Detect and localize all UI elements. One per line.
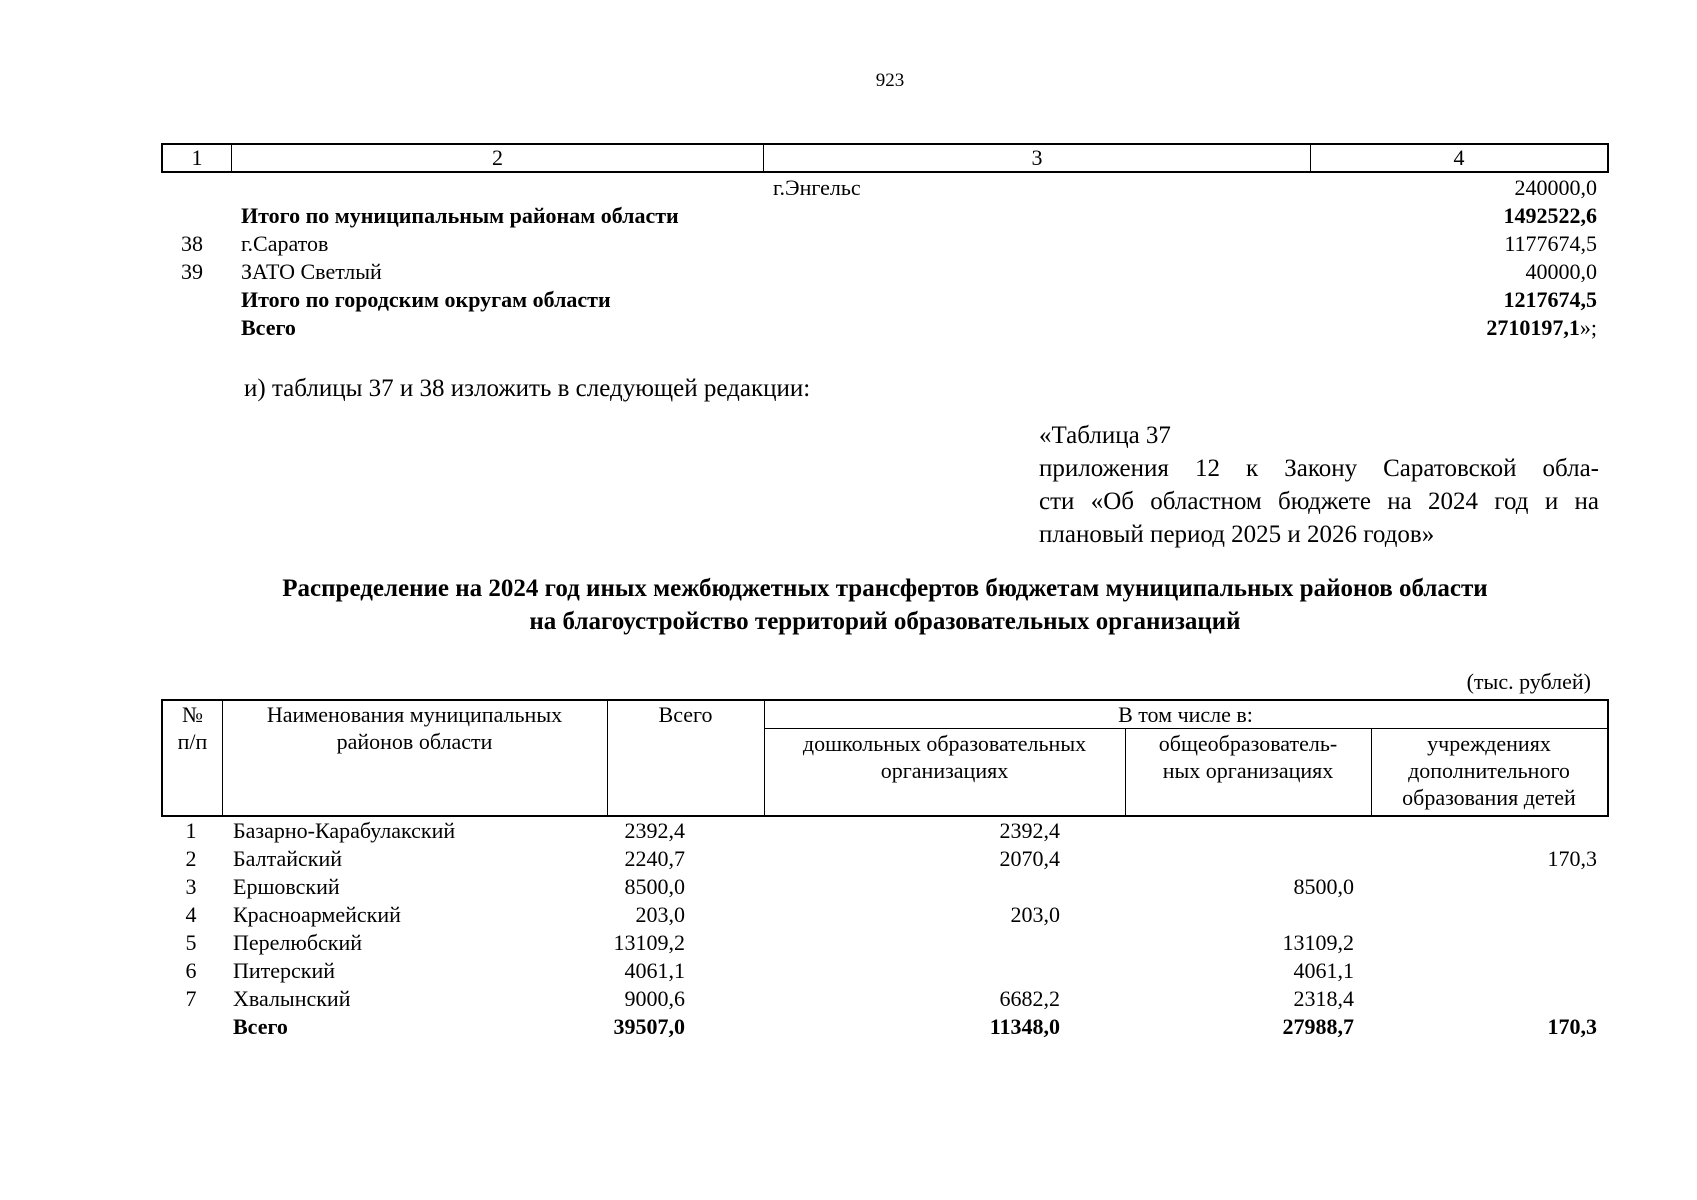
row-value-number: 1492522,6 xyxy=(1503,203,1597,228)
row-number: 6 xyxy=(185,958,197,983)
cell-preschool: 203,0 xyxy=(1010,902,1060,927)
table-row xyxy=(161,985,1609,1013)
row-number: 2 xyxy=(185,846,197,871)
row-name: Всего xyxy=(241,315,296,340)
row-name: Итого по городским округам области xyxy=(241,287,611,312)
top-header-col-2: 2 xyxy=(232,145,764,171)
cell-total: 2240,7 xyxy=(624,846,685,871)
top-table-row xyxy=(161,202,1609,230)
row-value xyxy=(1515,174,1598,202)
header-name: Наименования муниципальных районов области xyxy=(266,702,563,754)
header-including: В том числе в: xyxy=(1118,702,1253,727)
row-name: Питерский xyxy=(233,958,336,983)
top-header-col-4: 4 xyxy=(1453,145,1465,170)
units-label: (тыс. рублей) xyxy=(1466,669,1591,694)
table-note-line-1: «Таблица 37 xyxy=(1039,422,1171,449)
row-name: Всего xyxy=(233,1014,288,1039)
row-name: Итого по муниципальным районам области xyxy=(241,203,679,228)
row-value xyxy=(1486,314,1597,342)
row-name: г.Саратов xyxy=(241,231,329,256)
cell-total: 4061,1 xyxy=(624,958,685,983)
table-row xyxy=(161,873,1609,901)
row-number: 39 xyxy=(181,259,203,284)
intro-text: и) таблицы 37 и 38 изложить в следующей редакции: xyxy=(244,375,811,402)
table-row xyxy=(161,817,1609,845)
row-value-number: 1177674,5 xyxy=(1504,231,1597,256)
table-row xyxy=(161,845,1609,873)
table-note-line-4: плановый период 2025 и 2026 годов» xyxy=(1039,521,1435,548)
cell-additional: 170,3 xyxy=(1547,1014,1597,1039)
cell-preschool: 2392,4 xyxy=(999,818,1060,843)
top-table-row xyxy=(161,314,1609,342)
cell-general: 13109,2 xyxy=(1282,930,1354,955)
row-number: 4 xyxy=(185,902,197,927)
top-header-col-1: 1 xyxy=(163,145,232,171)
row-name: Базарно-Карабулакский xyxy=(233,818,456,843)
top-table-row xyxy=(161,230,1609,258)
row-number: 1 xyxy=(185,818,197,843)
top-table-row xyxy=(161,174,1609,202)
row-number: 3 xyxy=(185,874,197,899)
row-value xyxy=(1526,258,1598,286)
main-title xyxy=(160,572,1610,638)
table-row xyxy=(161,957,1609,985)
row-city: г.Энгельс xyxy=(773,175,861,200)
cell-total: 13109,2 xyxy=(613,930,685,955)
row-value xyxy=(1504,202,1598,230)
header-num: № п/п xyxy=(177,702,208,754)
cell-additional: 170,3 xyxy=(1547,846,1597,871)
row-value-number: 2710197,1 xyxy=(1486,315,1580,340)
header-preschool: дошкольных образовательных организациях xyxy=(802,731,1087,783)
header-additional: учреждениях дополнительного образования детей xyxy=(1402,731,1576,810)
page-number: 923 xyxy=(875,70,905,91)
row-name: Красноармейский xyxy=(233,902,401,927)
cell-total: 39507,0 xyxy=(613,1014,685,1039)
table-note-line-2: приложения 12 к Закону Саратовской обла- xyxy=(1039,455,1599,482)
row-number: 5 xyxy=(185,930,197,955)
row-value-number: 40000,0 xyxy=(1525,259,1597,284)
header-total: Всего xyxy=(658,702,713,727)
row-number: 7 xyxy=(185,986,197,1011)
header-general: общеобразователь- ных организациях xyxy=(1158,731,1338,783)
row-value-number: 240000,0 xyxy=(1514,175,1597,200)
table-row xyxy=(161,901,1609,929)
cell-preschool: 6682,2 xyxy=(999,986,1060,1011)
top-header-col-3: 3 xyxy=(764,145,1311,171)
cell-preschool: 11348,0 xyxy=(989,1014,1060,1039)
main-table-header xyxy=(161,699,1609,817)
row-value-suffix: »; xyxy=(1579,315,1597,340)
row-name: Ершовский xyxy=(233,874,340,899)
row-name: Хвалынский xyxy=(233,986,351,1011)
cell-total: 8500,0 xyxy=(624,874,685,899)
cell-total: 9000,6 xyxy=(624,986,685,1011)
total-row xyxy=(161,1013,1609,1041)
row-name: Перелюбский xyxy=(233,930,363,955)
top-table-row xyxy=(161,258,1609,286)
row-name: ЗАТО Светлый xyxy=(241,259,382,284)
table-row xyxy=(161,929,1609,957)
row-value xyxy=(1504,286,1598,314)
cell-general: 4061,1 xyxy=(1293,958,1354,983)
table-note xyxy=(1039,419,1599,551)
cell-general: 27988,7 xyxy=(1282,1014,1354,1039)
main-title-line-2: на благоустройство территорий образовательных организаций xyxy=(529,608,1241,635)
cell-total: 203,0 xyxy=(635,902,685,927)
row-value xyxy=(1504,230,1597,258)
table-note-line-3: сти «Об областном бюджете на 2024 год и на xyxy=(1039,488,1599,515)
cell-preschool: 2070,4 xyxy=(999,846,1060,871)
cell-general: 2318,4 xyxy=(1293,986,1354,1011)
main-title-line-1: Распределение на 2024 год иных межбюджетных трансфертов бюджетам муниципальных районов области xyxy=(282,575,1488,602)
top-table-header xyxy=(161,143,1609,173)
divider xyxy=(764,728,1607,729)
row-number: 38 xyxy=(181,231,203,256)
cell-general: 8500,0 xyxy=(1293,874,1354,899)
cell-total: 2392,4 xyxy=(624,818,685,843)
row-name: Балтайский xyxy=(233,846,342,871)
row-value-number: 1217674,5 xyxy=(1503,287,1597,312)
top-table-row xyxy=(161,286,1609,314)
